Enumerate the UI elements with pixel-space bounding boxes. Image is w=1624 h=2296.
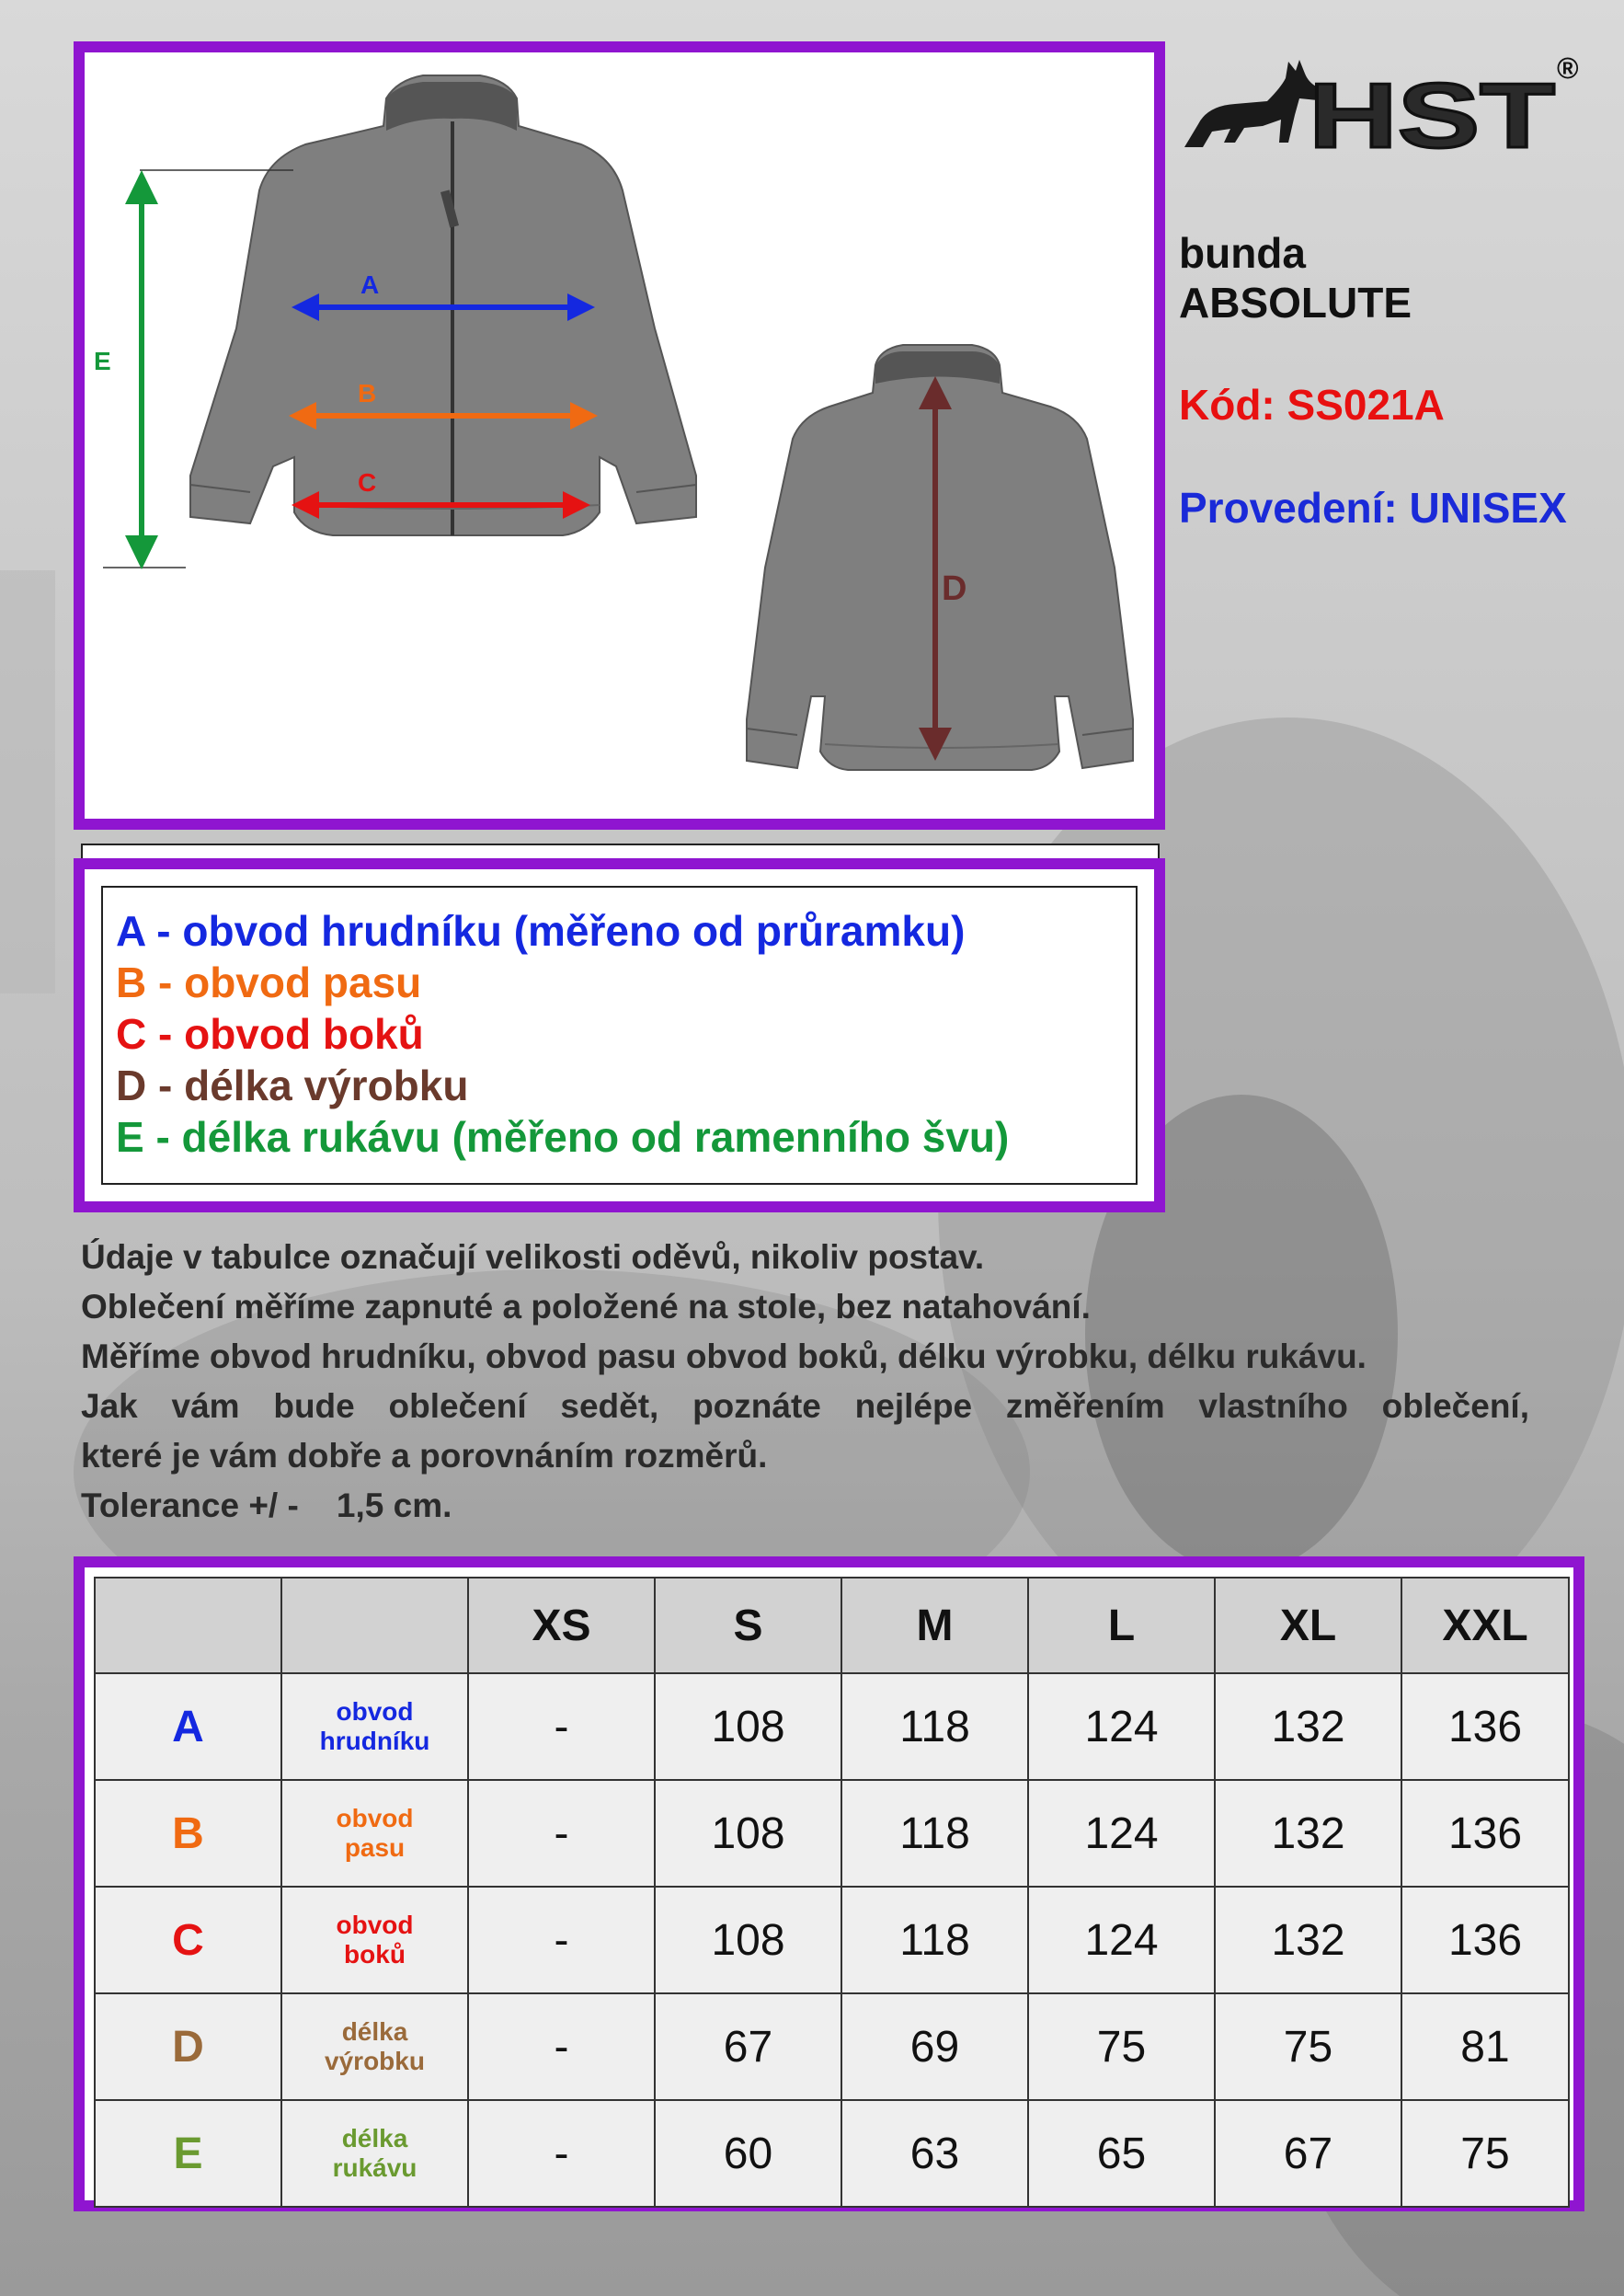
row-description — [281, 1780, 468, 1887]
size-value: 75 — [1215, 1993, 1401, 2100]
diagram-frame — [74, 41, 1165, 830]
header-size: XL — [1215, 1578, 1401, 1673]
size-table — [94, 1577, 1570, 2208]
size-value: 69 — [841, 1993, 1028, 2100]
note-line: Údaje v tabulce označují velikosti oděvů, nikoliv postav. — [81, 1238, 985, 1276]
product-code: Kód: SS021A — [1179, 381, 1445, 429]
size-value: 75 — [1401, 2100, 1569, 2207]
size-value: 108 — [655, 1887, 841, 1993]
size-value: 136 — [1401, 1887, 1569, 1993]
row-description — [281, 1993, 468, 2100]
size-value: - — [468, 1673, 655, 1780]
row-description-line2: rukávu — [332, 2153, 417, 2182]
size-value: - — [468, 1993, 655, 2100]
size-value: 124 — [1028, 1780, 1215, 1887]
note-line: Tolerance +/ - 1,5 cm. — [81, 1487, 452, 1524]
size-value: - — [468, 1780, 655, 1887]
german-shepherd-icon — [1184, 60, 1327, 147]
row-description-line1: obvod — [336, 1697, 414, 1726]
size-value: 118 — [841, 1673, 1028, 1780]
header-empty — [281, 1578, 468, 1673]
size-value: 132 — [1215, 1780, 1401, 1887]
size-value: 67 — [655, 1993, 841, 2100]
label-c: C — [358, 468, 377, 497]
size-value: 63 — [841, 2100, 1028, 2207]
legend-line-c: C - obvod boků — [116, 1010, 424, 1058]
size-value: 124 — [1028, 1887, 1215, 1993]
row-letter: C — [95, 1887, 281, 1993]
header-size: M — [841, 1578, 1028, 1673]
label-a: A — [360, 270, 380, 299]
row-description-line1: obvod — [336, 1804, 414, 1832]
size-value: 108 — [655, 1673, 841, 1780]
row-description — [281, 1887, 468, 1993]
size-value: 67 — [1215, 2100, 1401, 2207]
size-value: 65 — [1028, 2100, 1215, 2207]
product-type: bunda — [1179, 229, 1306, 277]
size-value: - — [468, 2100, 655, 2207]
registered-mark: ® — [1557, 52, 1579, 85]
legend-line-d: D - délka výrobku — [116, 1062, 469, 1109]
measurement-notes — [81, 1233, 1529, 1531]
size-value: 118 — [841, 1780, 1028, 1887]
row-description-line2: hrudníku — [319, 1727, 430, 1755]
table-row — [95, 2100, 1569, 2207]
table-row — [95, 1673, 1569, 1780]
row-description-line1: obvod — [336, 1911, 414, 1939]
label-b: B — [358, 379, 377, 408]
row-description — [281, 2100, 468, 2207]
legend-line-a: A - obvod hrudníku (měřeno od průramku) — [116, 907, 966, 955]
row-letter: D — [95, 1993, 281, 2100]
size-value: 75 — [1028, 1993, 1215, 2100]
header-size: XS — [468, 1578, 655, 1673]
row-description-line1: délka — [341, 2017, 408, 2046]
header-size: XXL — [1401, 1578, 1569, 1673]
table-header-row — [95, 1578, 1569, 1673]
note-line: Jak vám bude oblečení sedět, poznáte nejlépe změřením vlastního oblečení, — [81, 1387, 1529, 1425]
row-letter: E — [95, 2100, 281, 2207]
size-value: 124 — [1028, 1673, 1215, 1780]
brand-text: HST — [1309, 64, 1555, 161]
row-letter: A — [95, 1673, 281, 1780]
size-value: 132 — [1215, 1673, 1401, 1780]
row-description-line2: boků — [344, 1940, 406, 1969]
size-value: 132 — [1215, 1887, 1401, 1993]
note-line: které je vám dobře a porovnáním rozměrů. — [81, 1437, 768, 1475]
size-value: 136 — [1401, 1673, 1569, 1780]
product-name: ABSOLUTE — [1179, 279, 1412, 327]
size-value: 60 — [655, 2100, 841, 2207]
note-line: Měříme obvod hrudníku, obvod pasu obvod boků, délku výrobku, délku rukávu. — [81, 1337, 1367, 1375]
size-value: 108 — [655, 1780, 841, 1887]
header-empty — [95, 1578, 281, 1673]
label-d: D — [942, 569, 967, 608]
size-value: 136 — [1401, 1780, 1569, 1887]
header-size: S — [655, 1578, 841, 1673]
row-description-line1: délka — [341, 2124, 408, 2152]
legend-line-e: E - délka rukávu (měřeno od ramenního švu) — [116, 1113, 1010, 1161]
table-row — [95, 1993, 1569, 2100]
size-value: 118 — [841, 1887, 1028, 1993]
size-table-frame — [74, 1556, 1584, 2211]
row-letter: B — [95, 1780, 281, 1887]
table-row — [95, 1780, 1569, 1887]
note-line: Oblečení měříme zapnuté a položené na stole, bez natahování. — [81, 1288, 1091, 1326]
table-row — [95, 1887, 1569, 1993]
row-description — [281, 1673, 468, 1780]
hst-logo — [1180, 51, 1584, 161]
size-value: 81 — [1401, 1993, 1569, 2100]
legend-line-b: B - obvod pasu — [116, 959, 422, 1006]
header-size: L — [1028, 1578, 1215, 1673]
row-description-line2: pasu — [344, 1833, 406, 1862]
size-value: - — [468, 1887, 655, 1993]
product-variant: Provedení: UNISEX — [1179, 484, 1567, 532]
row-description-line2: výrobku — [325, 2047, 425, 2075]
label-e: E — [94, 347, 111, 375]
jacket-diagram — [85, 52, 1154, 819]
